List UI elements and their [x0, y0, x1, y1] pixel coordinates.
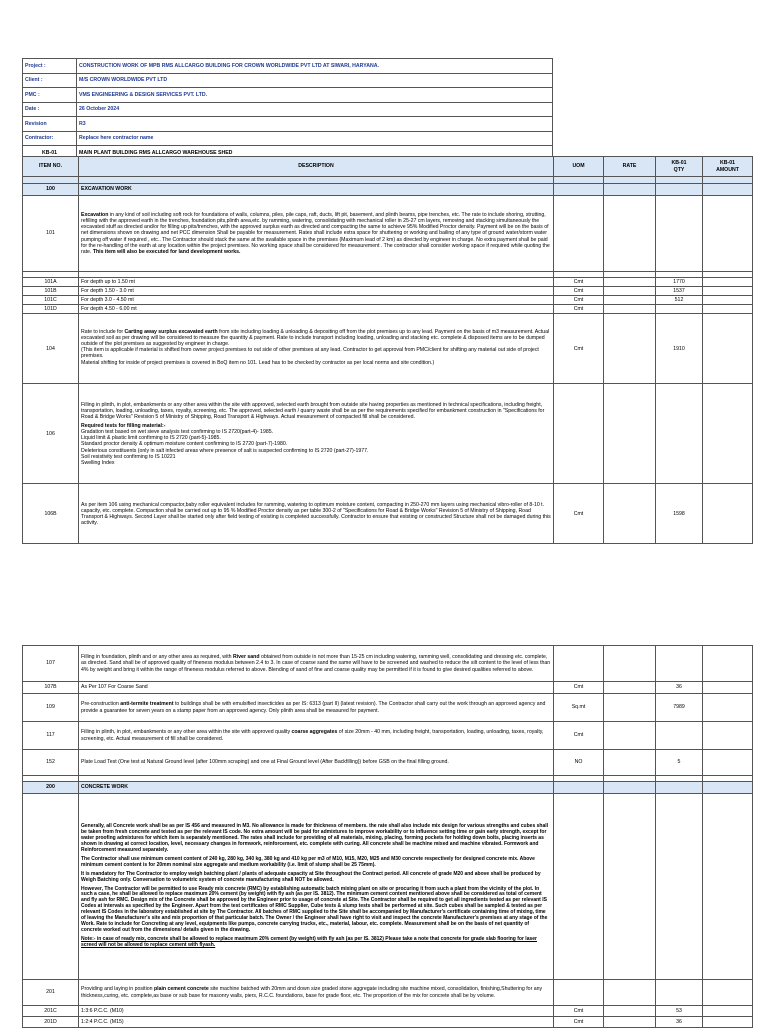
section-100-no: 100 [23, 184, 79, 196]
item-201C-uom: Cmt [554, 1006, 604, 1017]
item-101D-desc: For depth 4.50 - 6.00 mt [79, 305, 554, 314]
table-row-152 [23, 750, 753, 776]
item-201C-no: 201C [23, 1006, 79, 1017]
item-106B-uom: Cmt [554, 484, 604, 544]
table-row-104 [23, 314, 753, 384]
table-row-101D [23, 305, 753, 314]
item-101-no: 101 [23, 196, 79, 272]
item-101C-no: 101C [23, 296, 79, 305]
item-101B-no: 101B [23, 287, 79, 296]
item-101C-desc: For depth 3.0 - 4.50 mt [79, 296, 554, 305]
item-117-uom: Cmt [554, 722, 604, 750]
item-152-no: 152 [23, 750, 79, 776]
pmc-label: PMC : [23, 88, 77, 103]
item-107B-qty: 36 [656, 682, 703, 694]
client-value: M/S CROWN WORLDWIDE PVT LTD [77, 73, 553, 88]
table-row-101A [23, 278, 753, 287]
revision-value: R3 [77, 117, 553, 132]
table-row-201 [23, 980, 753, 1006]
item-106B-no: 106B [23, 484, 79, 544]
section-200-no: 200 [23, 782, 79, 794]
table-row-106 [23, 384, 753, 484]
item-101A-uom: Cmt [554, 278, 604, 287]
item-107B-uom: Cmt [554, 682, 604, 694]
item-107-no: 107 [23, 646, 79, 682]
section-title: MAIN PLANT BUILDING RMS ALLCARGO WAREHOUSE SHED [77, 146, 553, 161]
column-header-row [23, 157, 753, 177]
col-amount: KB-01 AMOUNT [703, 157, 753, 177]
col-qty: KB-01 QTY [656, 157, 703, 177]
item-106B-qty: 1598 [656, 484, 703, 544]
table-row-201D [23, 1017, 753, 1028]
col-rate: RATE [604, 157, 656, 177]
section-100-title: EXCAVATION WORK [79, 184, 554, 196]
item-117-qty [656, 722, 703, 750]
item-104-no: 104 [23, 314, 79, 384]
concrete-general-notes: Generally, all Concrete work shall be as per IS 456 and measured in M3. No allowance is made for thickness of members. the rate shall also include mix design for various strengths and cubes shall be taken from fresh concrete and tested as per the relevant IS code. No extra amount will be paid for admixtures to improve workability or to influence setting time or gain early strength, except for water proofing admixtures for which item is separately mentioned. The rates shall include for providing of all materials, mixing, placing, forming pockets for holding down bolts, placing inserts as shown in drawing at correct location, level, necessary changes in formwork, reinforcement, etc. complete with curing. All concrete shall be machine mixed and machine vibrated. Formwork and Reinforcement measured separately. The Contractor shall use minimum cement content of 240 kg, 280 kg, 340 kg, 380 kg and 410 kg per m3 of M10, M15, M20, M25 and M30 concrete respectively for designed concrete mix. Above minimum cement content is for 20mm nominal size aggregate and medium workability (i.e. limit of slump shall be 25 75mm). It is mandatory for The Contractor to employ weigh batching plant / plants of adequate capacity at Site throughout the Contract period. All concrete of grade M20 and above shall be produced by Weigh Batching only. Conversation to volumetric system of concrete manufacturing shall NOT be allowed. However, The Contractor will be permitted to use Ready mix concrete (RMC) by establishing automatic batch mixing plant on site or procuring it from such a plant from the vicinity of the plot. In such a case, he shall be allowed to replace maximum 20% cement (by weight) with fly ash (as per IS. 3812). The minimum cement content mentioned above shall be considered as total of cement and fly ash for RMC. Design mix of the Concrete shall be approved by the Engineer prior to usage of concrete at Site. The Contractor shall be required to get all ingredients tested as per relevant IS Codes at intervals as specified by the Engineer. Apart from the test certificates of RMC Supplier, Cube tests & slump tests shall be performed at site. Such cubes shall be sampled & tested as per relevant IS Codes in the laboratory established at site by The Contractor. All batches of RMC supplied to the Site shall be accompanied by Manufacturer's certificate containing time of mixing, time of leaving the Manufacturer's site and mix proportion of that particular batch. The Owner / the Engineer shall have right to visit and inspect the concrete Manufacturer's premises at any stage of the Work. Rate to include for Concreting at any level, equipments like pumps, concrete carrying trucks, etc., material, labour, etc. complete. Measurement shall be on the basis of net quantity of concrete worked out from the dimensions/ details given in the drawing. Note:- in case of ready mix, concrete shall be allowed to replace maximum 20% cement (by weight) with fly ash (as per IS. 3812) Please take a note that concrete for grade slab flooring for laser screed will not be allowed to replace cement with flyash. [79, 794, 554, 980]
item-201D-uom: Cmt [554, 1017, 604, 1028]
date-row [23, 102, 553, 117]
item-106B-desc: As per item 106 using mechanical compactor,baby roller equivalent includes for ramming, watering to optimum moisture content, compacting in 250-270 mm layers using mechanical vibro-roller of 8-10 t. capacity, etc. complete. Compaction shall be carried out up to 95 % Modified Proctor density as per table 300-2 of "Specifications for Road & Bridge Works" Revision 5 of Ministry of Shipping, Road Transport & Highways. Second Layer shall be started only after field testing of existing is completed successfully. Contractor to ensure that existing or constructed Structure shall not be damaged during this activity. [79, 484, 554, 544]
section-100-row [23, 184, 753, 196]
item-201C-desc: 1:3:6 P.C.C. (M10) [79, 1006, 554, 1017]
item-201D-desc: 1:2:4 P.C.C. (M15) [79, 1017, 554, 1028]
table-row-117 [23, 722, 753, 750]
table-row-general-notes [23, 794, 753, 980]
item-109-qty: 7989 [656, 694, 703, 722]
col-description: DESCRIPTION [79, 157, 554, 177]
item-101B-desc: For depth 1.50 - 3.0 mt [79, 287, 554, 296]
table-row-107B [23, 682, 753, 694]
project-label: Project : [23, 59, 77, 74]
item-109-no: 109 [23, 694, 79, 722]
item-101C-qty: 512 [656, 296, 703, 305]
item-107B-no: 107B [23, 682, 79, 694]
item-201-desc: Providing and laying in position plain cement concrete site machine batched with 20mm and down size graded stone aggregate including site machine mixed, consolidation, finishing,Shuttering for any thickness,curing, etc. complete,as base or sub base for masonry walls, piers, R.C.C. foundations, base for grade floor, etc. The proportion of the mix for concrete shall be by volume. [79, 980, 554, 1006]
item-101B-qty: 1537 [656, 287, 703, 296]
item-101D-uom: Cmt [554, 305, 604, 314]
item-101D-no: 101D [23, 305, 79, 314]
table-row-109 [23, 694, 753, 722]
boq-table-page1 [22, 156, 753, 544]
item-201-no: 201 [23, 980, 79, 1006]
section-200-row [23, 782, 753, 794]
col-uom: UOM [554, 157, 604, 177]
client-label: Client : [23, 73, 77, 88]
table-row-101C [23, 296, 753, 305]
date-label: Date : [23, 102, 77, 117]
item-109-uom: Sq.mt [554, 694, 604, 722]
item-104-desc: Rate to include for Carting away surplus excavated earth from site including loading & unloading & depositing off from the plot premises up to any lead. Payment on the basis of m3 measurement. Actual excavated soil as per drawing will be considered to measure the quantity & payment. Rate to include transport including loading, unloading and stacking etc. complete & disposed items are to be dumped outside of the plot premises as suggested by engineer in charge. (This item is applicable if material is shifted from owner project premises to out side of other premises at any lead. Contractor to get approval from PMC/client for shifting any material out side of project premises. Material shifting for inside of project premises is covered in BoQ item no 101. Lead has to be checked by contractor as per local norms and site condition.) [79, 314, 554, 384]
item-106-no: 106 [23, 384, 79, 484]
item-101A-desc: For depth up to 1.50 mt [79, 278, 554, 287]
item-101C-uom: Cmt [554, 296, 604, 305]
item-201C-qty: 53 [656, 1006, 703, 1017]
item-117-desc: Filling in plinth, in plot, embankments or any other area within the site with approved quality coarse aggregates of size 20mm - 40 mm, including freight, transportation, loading, unloading, taxes, royalty, screening, etc. Actual measurement of fill shall be considered. [79, 722, 554, 750]
date-value: 26 October 2024 [77, 102, 553, 117]
item-101B-uom: Cmt [554, 287, 604, 296]
item-101-desc: Excavation in any kind of soil including soft rock for foundations of walls, columns, piles, pile caps, raft, ducts, lift pit, basement, and plinth beams, pipe trenches, etc. The rate to include shoring, strutting, refilling with the approved earth in the trenches, foundation pits,plinth area,etc. by ramming, watering, consolidating with mechanical roller in 25-27 cm layers, removing and stacking simultaneously the excavated stuff as directed and/or for filling up pits/trenches, with the approved surplus earth as directed and compacting the same to achieve 95% Modified Proctor density. Payment will be on the basis of net dimensions shown on drawing and net PCC dimension Shall be payable for measurement. Rates shall include extra space for shuttering or working and bailing of any type of ground water/storm water pumping off water if required , etc.. The Contractor should stack the same at the available space in the premises (Maximum lead of 2 km) as directed by engineer in charge. No extra payment shall be paid for the re-handling of the earth at any location within the project premises. No working space shall be considered for measurement . The contractor shall consider working space if required while quoting the rate. This item will also be executed for land development works. [79, 196, 554, 272]
revision-row [23, 117, 553, 132]
col-item-no: ITEM NO. [23, 157, 79, 177]
spacer-row [23, 177, 753, 184]
table-row-101 [23, 196, 753, 272]
item-107-desc: Filling in foundation, plinth and or any other area as required, with River sand obtained from outside in not more than 15-25 cm including watering, ramming well, consolidating and dressing etc. complete, as directed. Sand shall be of approved quality of fineness modulus between 2.4 to 3. In case of coarse sand the same will have to be screened and washed to reduce the silt content to the level of less than 4% by weight and bring it within the range of fineness modulus referred to above. Blending of sand of fine and coarse quality may be permitted if it is found to give desired qualities referred to above. [79, 646, 554, 682]
section-200-title: CONCRETE WORK [79, 782, 554, 794]
table-row-107 [23, 646, 753, 682]
contractor-row [23, 131, 553, 146]
boq-table-page2 [22, 645, 753, 1028]
item-104-qty: 1910 [656, 314, 703, 384]
item-106-desc: Filling in plinth, in plot, embankments or any other area within the site with approved, selected earth brought from outside site having properties as mentioned in technical specifications, including freight, transportation, loading, unloading, taxes, royalty, screening, etc. The approved, selected earth / quarry waste shall be as per the requirements specified for embankment construction in "Specifications for Road & Bridge Works" Revision 5 of Ministry of Shipping, Road Transport & Highways. Actual measurement of compacted fill shall be considered. Required tests for filling material:- Gradation test based on wet sieve analysis test confirming to IS 2720(part-4)- 1985. Liquid limit & plastic limit confirming to IS 2720 (part-5)-1985. Standard proctor density & optimum moisture content confirming to IS 2720 (part-7)-1980. Deleterious constituents (only in salt infected areas where presence of salt is suspected confirming to IS 2720 (part-27)-1977. Soil resistivity test confirming to IS 10221 Swelling Index [79, 384, 554, 484]
pmc-value: VMS ENGINEERING & DESIGN SERVICES PVT. LTD. [77, 88, 553, 103]
item-201D-qty: 36 [656, 1017, 703, 1028]
item-107B-desc: As Per 107 For Coarse Sand [79, 682, 554, 694]
contractor-label: Contractor: [23, 131, 77, 146]
section-code: KB-01 [23, 146, 77, 161]
item-104-uom: Cmt [554, 314, 604, 384]
item-152-qty: 5 [656, 750, 703, 776]
contractor-placeholder[interactable]: Replace here contractor name [77, 131, 553, 146]
table-row-201C [23, 1006, 753, 1017]
item-101A-no: 101A [23, 278, 79, 287]
item-117-no: 117 [23, 722, 79, 750]
item-101A-qty: 1770 [656, 278, 703, 287]
table-row-101B [23, 287, 753, 296]
project-value: CONSTRUCTION WORK OF MPB RMS ALLCARGO BUILDING FOR CROWN WORLDWIDE PVT LTD AT SIWARI, HARYANA. [77, 59, 553, 74]
revision-label: Revision [23, 117, 77, 132]
project-row [23, 59, 553, 74]
item-101D-qty [656, 305, 703, 314]
pmc-row [23, 88, 553, 103]
item-152-uom: NO [554, 750, 604, 776]
item-109-desc: Pre-construction anti-termite treatment to buildings shall be with emulsified insecticides as per IS: 6313 (part II) (latest revision). The Contractor shall carry out the work through an approved agency and provide a guarantee for seven years on a stamp paper from an approved agency. Only plinth area shall be measured for payment. [79, 694, 554, 722]
item-152-desc: Plate Load Test (One test at Natural Ground level (after 100mm scraping) and one at Final Ground level (After Backfilling)) before GSB on the final filling ground. [79, 750, 554, 776]
client-row [23, 73, 553, 88]
item-201D-no: 201D [23, 1017, 79, 1028]
table-row-106B [23, 484, 753, 544]
project-header-table [22, 58, 553, 161]
